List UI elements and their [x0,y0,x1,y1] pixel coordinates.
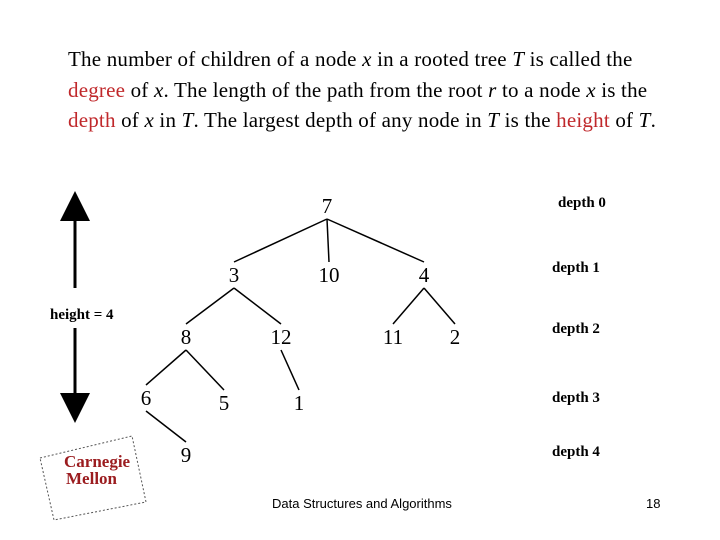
page-number: 18 [646,496,661,511]
text-run: is the [595,77,648,102]
tree-edge-7-4 [327,219,424,262]
depth-label-4: depth 4 [552,444,600,460]
var-x: x [144,108,154,132]
tree-node-9: 9 [180,443,192,467]
text-run: . [650,108,657,132]
depth-label-1: depth 1 [552,260,600,276]
logo-wordmark [64,453,130,487]
var-x: x [153,77,164,102]
logo-line-1: Carnegie [64,452,131,471]
tree-edge-7-10 [327,219,329,262]
var-t: T [638,108,651,132]
var-x: x [586,77,596,102]
text-run: . The length of the path from the root [163,77,489,102]
term-height: height [556,108,610,132]
var-t: T [512,47,525,71]
term-depth: depth [68,108,116,132]
footer-course-title: Data Structures and Algorithms [272,496,452,511]
tree-edge-3-12 [234,288,281,324]
text-run: to a node [496,77,587,102]
text-run: of [115,108,145,132]
depth-label-2: depth 2 [552,321,600,337]
tree-node-10: 10 [318,263,340,287]
var-t: T [181,108,194,132]
tree-edge-8-5 [186,350,224,390]
var-t: T [487,108,500,132]
tree-node-6: 6 [140,386,152,410]
text-run: The number of children of a node [68,47,363,71]
tree-node-8: 8 [180,325,192,349]
depth-label-3: depth 3 [552,390,600,406]
depth-label-0: depth 0 [558,195,606,211]
tree-node-7: 7 [321,194,333,218]
tree-edge-4-11 [393,288,424,324]
height-label: height = 4 [50,307,114,323]
text-run: in [153,108,182,132]
tree-node-5: 5 [218,391,230,415]
tree-nodes [141,194,461,467]
tree-edge-8-6 [146,350,186,385]
var-r: r [488,77,497,102]
tree-node-1: 1 [293,391,305,415]
text-run: of [609,108,639,132]
tree-node-11: 11 [382,325,404,349]
tree-node-4: 4 [418,263,430,287]
tree-edge-12-1 [281,350,299,390]
tree-edge-7-3 [234,219,327,262]
tree-node-12: 12 [270,325,292,349]
tree-node-2: 2 [449,325,461,349]
text-run: . The largest depth of any node in [193,108,488,132]
var-x: x [362,47,372,71]
logo-line-2: Mellon [66,469,117,488]
term-degree: degree [68,77,126,102]
text-run: in a rooted tree [371,47,513,71]
text-run: is the [499,108,557,132]
tree-node-3: 3 [228,263,240,287]
text-run: is called the [524,47,633,71]
tree-edge-3-8 [186,288,234,324]
tree-edge-4-2 [424,288,455,324]
text-run: of [125,77,154,102]
